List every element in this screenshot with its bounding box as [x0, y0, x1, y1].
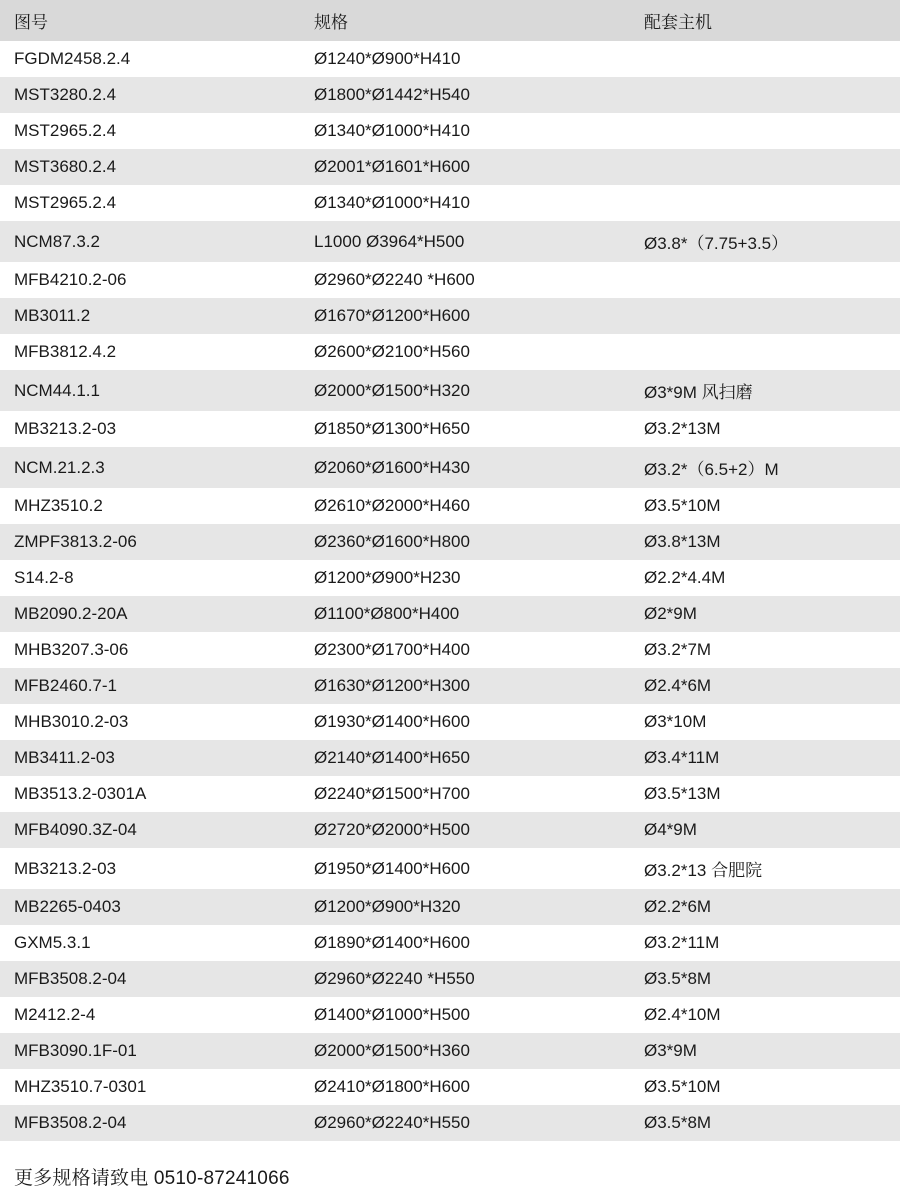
cell-specification: Ø1340*Ø1000*H410	[300, 185, 630, 221]
cell-matching-host: Ø3.5*8M	[630, 961, 900, 997]
cell-matching-host: Ø3*9M	[630, 1033, 900, 1069]
table-row	[0, 488, 900, 524]
cell-drawing-no: MST2965.2.4	[0, 185, 300, 221]
table-row	[0, 668, 900, 704]
cell-specification: Ø2960*Ø2240 *H600	[300, 262, 630, 298]
table-row	[0, 776, 900, 812]
cell-drawing-no: MST3680.2.4	[0, 149, 300, 185]
cell-specification: Ø1930*Ø1400*H600	[300, 704, 630, 740]
cell-matching-host: Ø4*9M	[630, 812, 900, 848]
cell-matching-host	[630, 149, 900, 185]
cell-specification: Ø1200*Ø900*H230	[300, 560, 630, 596]
table-header-row	[0, 0, 900, 41]
cell-matching-host: Ø2.2*6M	[630, 889, 900, 925]
table-header	[0, 0, 900, 41]
cell-matching-host	[630, 298, 900, 334]
cell-matching-host: Ø3.8*13M	[630, 524, 900, 560]
cell-specification: Ø2960*Ø2240 *H550	[300, 961, 630, 997]
cell-specification: Ø1890*Ø1400*H600	[300, 925, 630, 961]
table-row	[0, 1105, 900, 1141]
table-row	[0, 740, 900, 776]
cell-matching-host: Ø3.2*11M	[630, 925, 900, 961]
table-row	[0, 704, 900, 740]
cell-drawing-no: MB3213.2-03	[0, 848, 300, 889]
cell-matching-host: Ø3.5*10M	[630, 1069, 900, 1105]
cell-matching-host: Ø3*10M	[630, 704, 900, 740]
table-row	[0, 632, 900, 668]
cell-specification: Ø1200*Ø900*H320	[300, 889, 630, 925]
table-row	[0, 925, 900, 961]
cell-matching-host: Ø3*9M 风扫磨	[630, 370, 900, 411]
cell-matching-host: Ø3.2*（6.5+2）M	[630, 447, 900, 488]
cell-matching-host: Ø3.5*13M	[630, 776, 900, 812]
cell-specification: Ø1100*Ø800*H400	[300, 596, 630, 632]
cell-specification: Ø2410*Ø1800*H600	[300, 1069, 630, 1105]
cell-matching-host: Ø2.2*4.4M	[630, 560, 900, 596]
table-row	[0, 221, 900, 262]
table-row	[0, 1069, 900, 1105]
table-row	[0, 560, 900, 596]
table-row	[0, 961, 900, 997]
cell-specification: Ø1670*Ø1200*H600	[300, 298, 630, 334]
cell-specification: Ø2060*Ø1600*H430	[300, 447, 630, 488]
cell-matching-host	[630, 185, 900, 221]
cell-specification: Ø2720*Ø2000*H500	[300, 812, 630, 848]
cell-matching-host: Ø3.2*13 合肥院	[630, 848, 900, 889]
cell-drawing-no: MFB4090.3Z-04	[0, 812, 300, 848]
cell-specification: Ø1630*Ø1200*H300	[300, 668, 630, 704]
cell-drawing-no: MB3011.2	[0, 298, 300, 334]
cell-specification: Ø2600*Ø2100*H560	[300, 334, 630, 370]
table-row	[0, 447, 900, 488]
cell-specification: Ø1240*Ø900*H410	[300, 41, 630, 77]
cell-drawing-no: MB3411.2-03	[0, 740, 300, 776]
cell-drawing-no: MB3513.2-0301A	[0, 776, 300, 812]
cell-drawing-no: MB2090.2-20A	[0, 596, 300, 632]
table-row	[0, 77, 900, 113]
table-row	[0, 41, 900, 77]
cell-drawing-no: MFB4210.2-06	[0, 262, 300, 298]
column-header-matching-host: 配套主机	[630, 0, 900, 41]
table-row	[0, 997, 900, 1033]
cell-drawing-no: MFB3508.2-04	[0, 961, 300, 997]
cell-matching-host: Ø3.5*8M	[630, 1105, 900, 1141]
cell-matching-host	[630, 262, 900, 298]
cell-drawing-no: MB2265-0403	[0, 889, 300, 925]
cell-matching-host: Ø3.4*11M	[630, 740, 900, 776]
cell-drawing-no: ZMPF3813.2-06	[0, 524, 300, 560]
cell-drawing-no: MFB3090.1F-01	[0, 1033, 300, 1069]
cell-drawing-no: GXM5.3.1	[0, 925, 300, 961]
column-header-drawing-no: 图号	[0, 0, 300, 41]
cell-matching-host: Ø3.2*7M	[630, 632, 900, 668]
cell-specification: Ø2000*Ø1500*H360	[300, 1033, 630, 1069]
table-row	[0, 149, 900, 185]
cell-specification: Ø1400*Ø1000*H500	[300, 997, 630, 1033]
cell-matching-host	[630, 41, 900, 77]
cell-matching-host: Ø2.4*6M	[630, 668, 900, 704]
table-row	[0, 185, 900, 221]
table-row	[0, 113, 900, 149]
cell-matching-host: Ø3.8*（7.75+3.5）	[630, 221, 900, 262]
cell-drawing-no: MST3280.2.4	[0, 77, 300, 113]
cell-drawing-no: NCM.21.2.3	[0, 447, 300, 488]
cell-specification: L1000 Ø3964*H500	[300, 221, 630, 262]
cell-drawing-no: MFB2460.7-1	[0, 668, 300, 704]
cell-matching-host	[630, 113, 900, 149]
column-header-specification: 规格	[300, 0, 630, 41]
cell-matching-host	[630, 334, 900, 370]
cell-specification: Ø2610*Ø2000*H460	[300, 488, 630, 524]
cell-drawing-no: FGDM2458.2.4	[0, 41, 300, 77]
cell-drawing-no: MHZ3510.7-0301	[0, 1069, 300, 1105]
table-row	[0, 812, 900, 848]
cell-drawing-no: NCM87.3.2	[0, 221, 300, 262]
table-row	[0, 1033, 900, 1069]
cell-drawing-no: M2412.2-4	[0, 997, 300, 1033]
cell-drawing-no: MST2965.2.4	[0, 113, 300, 149]
table-body	[0, 41, 900, 1141]
cell-drawing-no: MHB3010.2-03	[0, 704, 300, 740]
cell-matching-host: Ø2.4*10M	[630, 997, 900, 1033]
table-row	[0, 524, 900, 560]
cell-matching-host	[630, 77, 900, 113]
cell-specification: Ø1800*Ø1442*H540	[300, 77, 630, 113]
cell-drawing-no: MFB3812.4.2	[0, 334, 300, 370]
table-row	[0, 298, 900, 334]
cell-specification: Ø2960*Ø2240*H550	[300, 1105, 630, 1141]
table-row	[0, 889, 900, 925]
cell-drawing-no: NCM44.1.1	[0, 370, 300, 411]
cell-specification: Ø2001*Ø1601*H600	[300, 149, 630, 185]
cell-matching-host: Ø2*9M	[630, 596, 900, 632]
table-row	[0, 370, 900, 411]
cell-specification: Ø1950*Ø1400*H600	[300, 848, 630, 889]
cell-specification: Ø2240*Ø1500*H700	[300, 776, 630, 812]
cell-specification: Ø1850*Ø1300*H650	[300, 411, 630, 447]
cell-drawing-no: S14.2-8	[0, 560, 300, 596]
footer-note: 更多规格请致电 0510-87241066	[14, 1168, 290, 1189]
cell-drawing-no: MB3213.2-03	[0, 411, 300, 447]
cell-drawing-no: MHZ3510.2	[0, 488, 300, 524]
table-row	[0, 262, 900, 298]
table-row	[0, 334, 900, 370]
cell-specification: Ø2140*Ø1400*H650	[300, 740, 630, 776]
table-row	[0, 596, 900, 632]
cell-matching-host: Ø3.2*13M	[630, 411, 900, 447]
cell-specification: Ø1340*Ø1000*H410	[300, 113, 630, 149]
cell-specification: Ø2360*Ø1600*H800	[300, 524, 630, 560]
table-row	[0, 848, 900, 889]
cell-specification: Ø2300*Ø1700*H400	[300, 632, 630, 668]
cell-drawing-no: MFB3508.2-04	[0, 1105, 300, 1141]
cell-specification: Ø2000*Ø1500*H320	[300, 370, 630, 411]
table-row	[0, 411, 900, 447]
cell-matching-host: Ø3.5*10M	[630, 488, 900, 524]
cell-drawing-no: MHB3207.3-06	[0, 632, 300, 668]
